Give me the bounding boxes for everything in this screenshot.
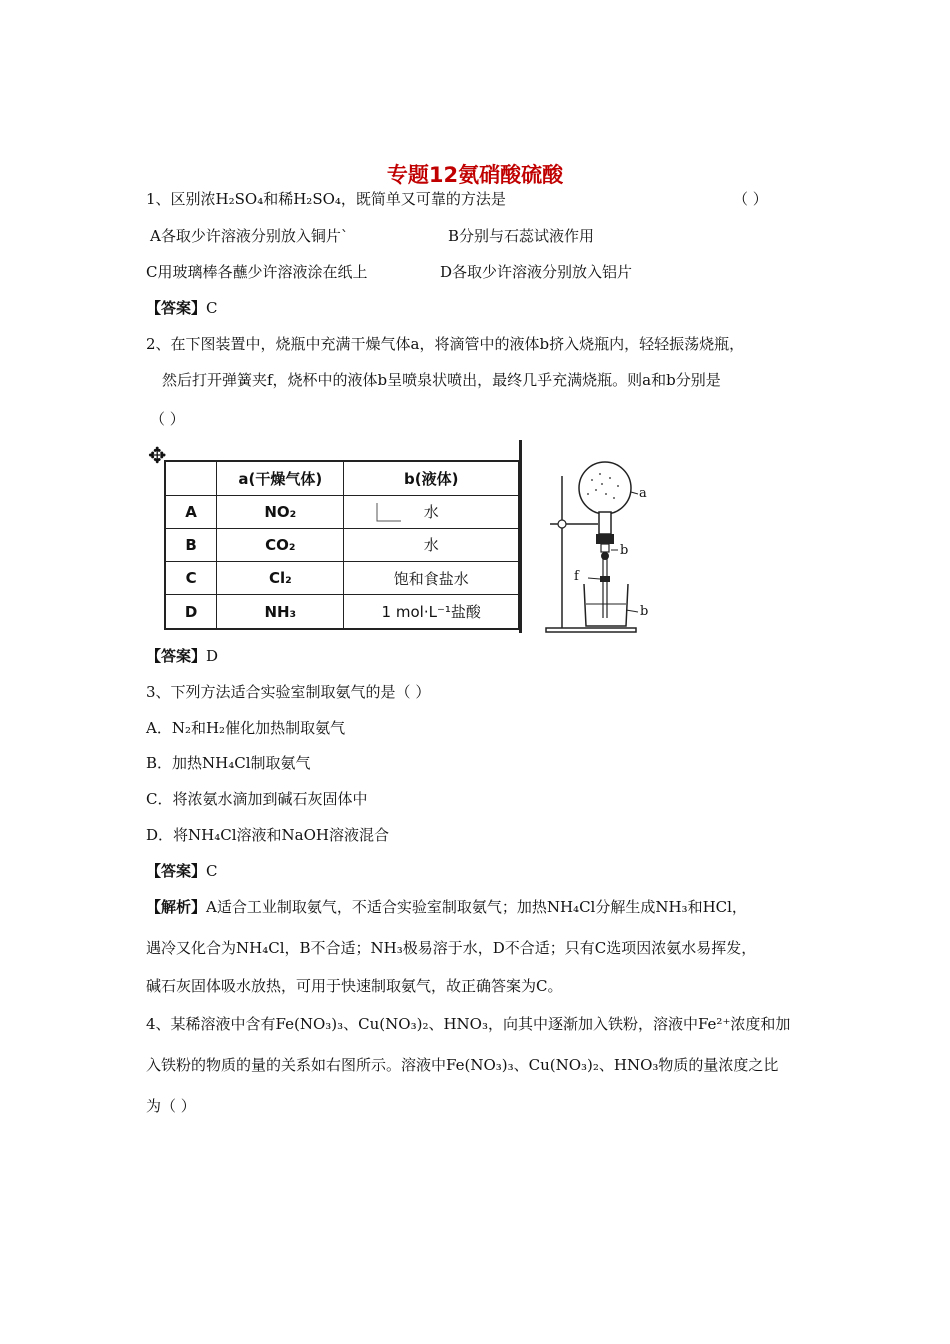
q1-option-d: D各取少许溶液分别放入铝片 <box>440 263 633 281</box>
table-header-cell <box>165 461 217 495</box>
table-cell: 饱和食盐水 <box>344 562 519 595</box>
q3-option-a: A．N₂和H₂催化加热制取氨气 <box>146 719 346 737</box>
analysis-label: 【解析】 <box>146 898 207 916</box>
q2-line1: 2、在下图装置中，烧瓶中充满干燥气体a，将滴管中的液体b挤入烧瓶内，轻轻振荡烧瓶， <box>146 335 745 353</box>
table-cell: NH₃ <box>217 595 344 629</box>
table-header-row <box>165 461 519 495</box>
page-title: 专题12氨硝酸硫酸 <box>386 163 564 187</box>
q3-option-c: C．将浓氨水滴加到碱石灰固体中 <box>146 790 368 808</box>
table-cell: A <box>165 495 217 528</box>
q3-stem: 3、下列方法适合实验室制取氨气的是（ ） <box>146 683 431 701</box>
table-cell: NO₂ <box>217 495 344 528</box>
table-row <box>165 595 519 629</box>
table-row <box>165 562 519 595</box>
answer-value: C <box>206 299 218 317</box>
table-cell: 1 mol·L⁻¹盐酸 <box>344 595 519 629</box>
q1-option-b: B分别与石蕊试液作用 <box>448 227 595 245</box>
table-header-cell: a(干燥气体) <box>217 461 344 495</box>
q3-analysis-line3: 碱石灰固体吸水放热，可用于快速制取氨气，故正确答案为C。 <box>146 977 563 995</box>
q2-table <box>164 460 520 630</box>
figure-label-b-dropper: b <box>620 543 629 558</box>
figure-label-f: f <box>574 569 579 584</box>
q1-option-a: A各取少许溶液分别放入铜片` <box>150 227 349 245</box>
q1-option-c: C用玻璃棒各蘸少许溶液涂在纸上 <box>146 263 368 281</box>
table-right-rule <box>519 440 522 633</box>
figure-label-a: a <box>639 486 647 501</box>
table-cell: C <box>165 562 217 595</box>
q3-option-b: B．加热NH₄Cl制取氨气 <box>146 754 311 772</box>
answer-label: 【答案】 <box>146 862 207 880</box>
q3-answer <box>146 860 218 881</box>
answer-label: 【答案】 <box>146 299 207 317</box>
table-cell: B <box>165 528 217 561</box>
answer-label: 【答案】 <box>146 647 207 665</box>
table-cell: Cl₂ <box>217 562 344 595</box>
q4-line2: 入铁粉的物质的量的关系如右图所示。溶液中Fe(NO₃)₃、Cu(NO₃)₂、HNO₃物质的量浓度之比 <box>146 1056 779 1074</box>
q2-line2: 然后打开弹簧夹f，烧杯中的液体b呈喷泉状喷出，最终几乎充满烧瓶。则a和b分别是 <box>162 371 721 389</box>
q3-option-d: D．将NH₄Cl溶液和NaOH溶液混合 <box>146 826 389 844</box>
q3-analysis-line1 <box>146 896 747 917</box>
table-cell: 水 <box>344 528 519 561</box>
figure-label-b-beaker: b <box>640 604 649 619</box>
q1-stem: 1、区别浓H₂SO₄和稀H₂SO₄，既简单又可靠的方法是 <box>146 190 506 208</box>
answer-value: C <box>206 862 218 880</box>
table-cell: 水 <box>344 495 519 528</box>
table-header-cell: b(液体) <box>344 461 519 495</box>
table-cell: D <box>165 595 217 629</box>
move-cross-icon[interactable]: ✥ <box>148 444 167 469</box>
q3-analysis-line2: 遇冷又化合为NH₄Cl，B不合适；NH₃极易溶于水，D不合适；只有C选项因浓氨水易挥发， <box>146 939 757 957</box>
q4-line1: 4、某稀溶液中含有Fe(NO₃)₃、Cu(NO₃)₂、HNO₃，向其中逐渐加入铁粉，溶液中Fe²⁺浓度和加 <box>146 1015 791 1033</box>
table-row <box>165 495 519 528</box>
q1-paren: （ ） <box>733 190 768 208</box>
table-row <box>165 528 519 561</box>
q4-line3: 为（ ） <box>146 1097 196 1115</box>
q2-paren: （ ） <box>150 410 185 428</box>
analysis-text: A适合工业制取氨气，不适合实验室制取氨气；加热NH₄Cl分解生成NH₃和HCl， <box>206 898 747 916</box>
table-cell: CO₂ <box>217 528 344 561</box>
q1-answer <box>146 297 218 318</box>
answer-value: D <box>206 647 219 665</box>
q2-answer <box>146 645 218 666</box>
fountain-apparatus-figure <box>540 458 670 638</box>
table-stray-mark <box>373 501 403 525</box>
